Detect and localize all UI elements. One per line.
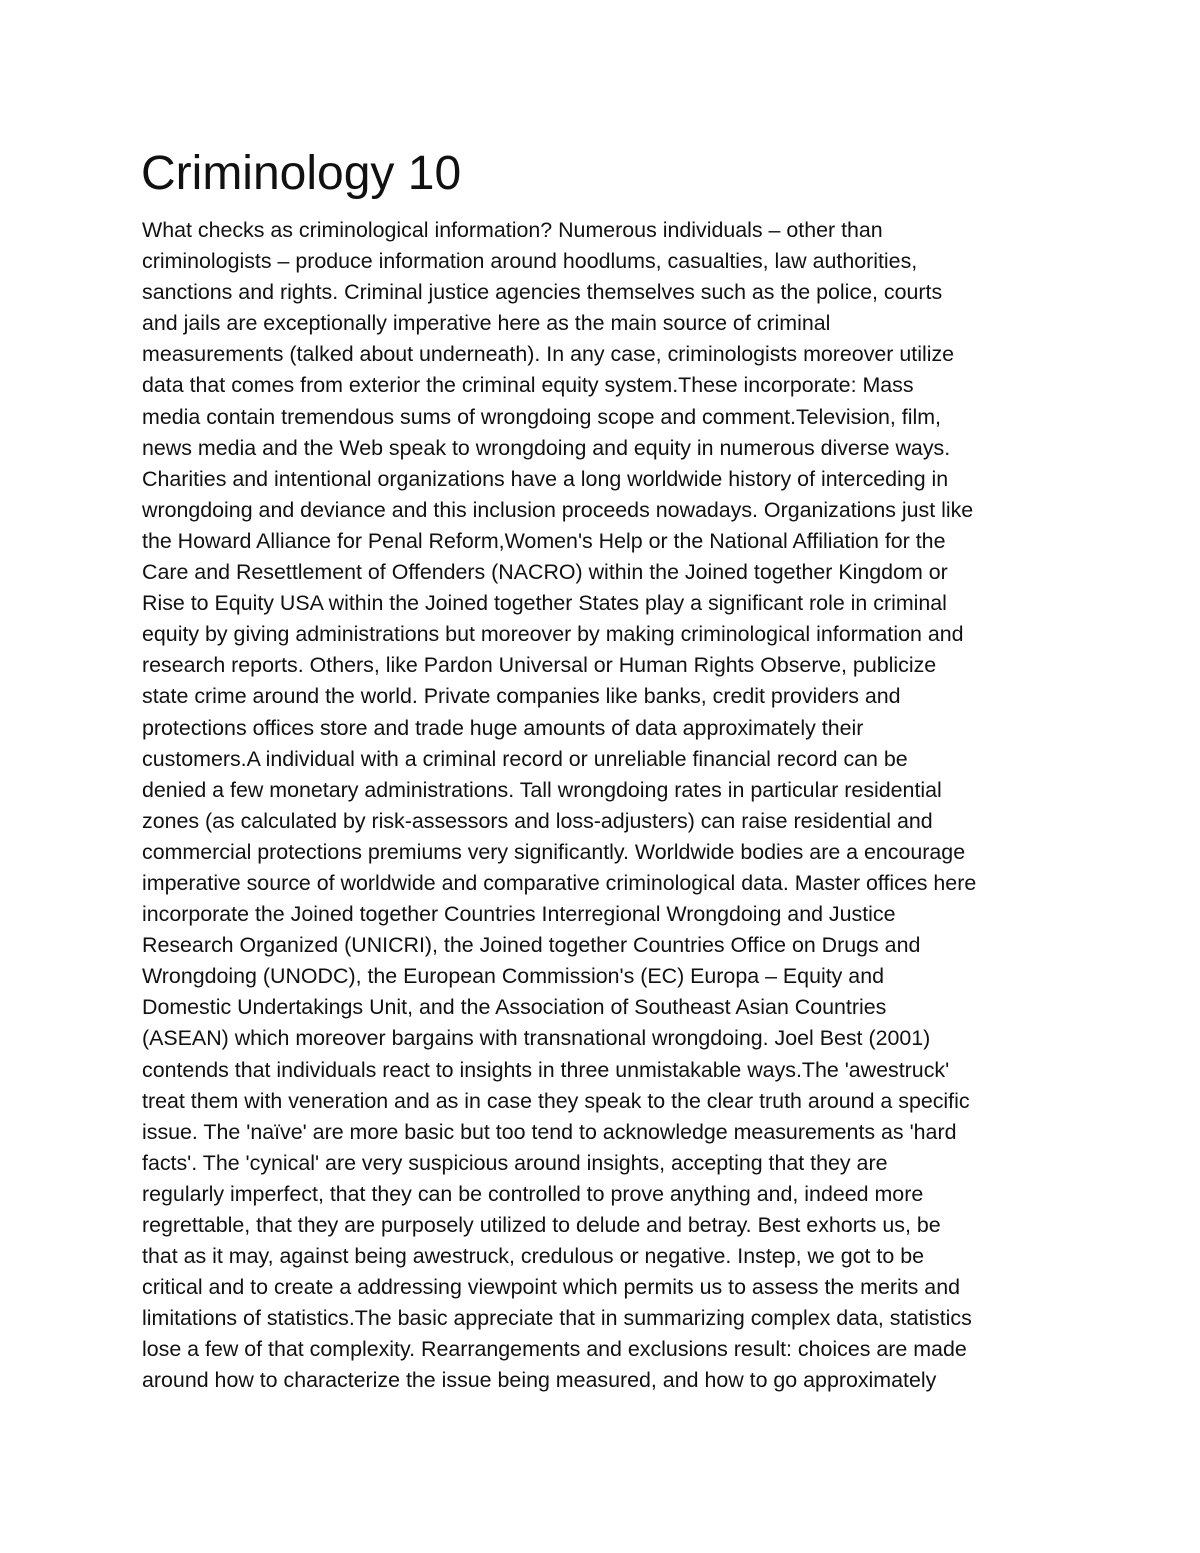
body-text-line: measurements (talked about underneath). In any case, criminologists moreover utilize — [142, 342, 955, 367]
body-text-line: data that comes from exterior the criminal equity system.These incorporate: Mass — [142, 373, 914, 398]
body-text-line: (ASEAN) which moreover bargains with transnational wrongdoing. Joel Best (2001) — [142, 1026, 931, 1051]
page-title: Criminology 10 — [141, 147, 462, 200]
body-text-line: Wrongdoing (UNODC), the European Commission's (EC) Europa – Equity and — [142, 964, 884, 989]
body-text-line: lose a few of that complexity. Rearrangements and exclusions result: choices are made — [142, 1337, 967, 1362]
body-text-line: Domestic Undertakings Unit, and the Association of Southeast Asian Countries — [142, 995, 887, 1020]
body-text-line: news media and the Web speak to wrongdoing and equity in numerous diverse ways. — [142, 435, 951, 460]
body-text — [142, 215, 1102, 1397]
body-text-line: critical and to create a addressing viewpoint which permits us to assess the merits and — [142, 1275, 960, 1300]
body-text-line: limitations of statistics.The basic appreciate that in summarizing complex data, statistics — [142, 1306, 972, 1331]
body-text-line: sanctions and rights. Criminal justice agencies themselves such as the police, courts — [142, 280, 943, 305]
body-text-line: regrettable, that they are purposely utilized to delude and betray. Best exhorts us, be — [142, 1213, 941, 1237]
body-text-line: Research Organized (UNICRI), the Joined together Countries Office on Drugs and — [142, 933, 921, 958]
body-text-line: criminologists – produce information around hoodlums, casualties, law authorities, — [142, 249, 918, 274]
body-text-line: Care and Resettlement of Offenders (NACRO) within the Joined together Kingdom or — [142, 560, 948, 585]
body-text-line: zones (as calculated by risk-assessors and loss-adjusters) can raise residential and — [142, 808, 933, 833]
body-text-line: treat them with veneration and as in case they speak to the clear truth around a specific — [142, 1088, 970, 1113]
body-text-line: facts'. The 'cynical' are very suspicious around insights, accepting that they are — [142, 1150, 888, 1175]
body-text-line: What checks as criminological information? Numerous individuals – other than — [142, 218, 883, 242]
body-text-line: issue. The 'naïve' are more basic but too tend to acknowledge measurements as 'hard — [142, 1119, 957, 1144]
body-text-line: protections offices store and trade huge amounts of data approximately their — [142, 715, 864, 740]
body-text-line: Rise to Equity USA within the Joined together States play a significant role in criminal — [142, 591, 947, 616]
body-text-line: equity by giving administrations but moreover by making criminological information and — [142, 622, 964, 647]
body-text-line: commercial protections premiums very significantly. Worldwide bodies are a encourage — [142, 839, 966, 864]
body-text-line: incorporate the Joined together Countries Interregional Wrongdoing and Justice — [142, 902, 896, 927]
body-text-line: regularly imperfect, that they can be controlled to prove anything and, indeed more — [142, 1181, 924, 1206]
body-text-line: the Howard Alliance for Penal Reform,Women's Help or the National Affiliation for the — [142, 528, 946, 553]
body-text-line: research reports. Others, like Pardon Universal or Human Rights Observe, publicize — [142, 653, 937, 678]
body-text-line: customers.A individual with a criminal record or unreliable financial record can be — [142, 746, 908, 771]
body-text-line: wrongdoing and deviance and this inclusion proceeds nowadays. Organizations just like — [142, 497, 974, 522]
body-text-line: imperative source of worldwide and comparative criminological data. Master offices here — [142, 870, 977, 895]
body-text-line: state crime around the world. Private companies like banks, credit providers and — [142, 684, 901, 709]
body-text-line: contends that individuals react to insights in three unmistakable ways.The 'awestruck' — [142, 1057, 950, 1082]
body-text-line: and jails are exceptionally imperative here as the main source of criminal — [142, 311, 831, 336]
body-text-line: media contain tremendous sums of wrongdoing scope and comment.Television, film, — [142, 404, 941, 429]
body-text-line: denied a few monetary administrations. Tall wrongdoing rates in particular residential — [142, 777, 942, 802]
body-text-line: around how to characterize the issue being measured, and how to go approximately — [142, 1368, 937, 1393]
body-text-line: that as it may, against being awestruck, credulous or negative. Instep, we got to be — [142, 1244, 924, 1269]
body-text-line: Charities and intentional organizations have a long worldwide history of interceding in — [142, 466, 949, 491]
